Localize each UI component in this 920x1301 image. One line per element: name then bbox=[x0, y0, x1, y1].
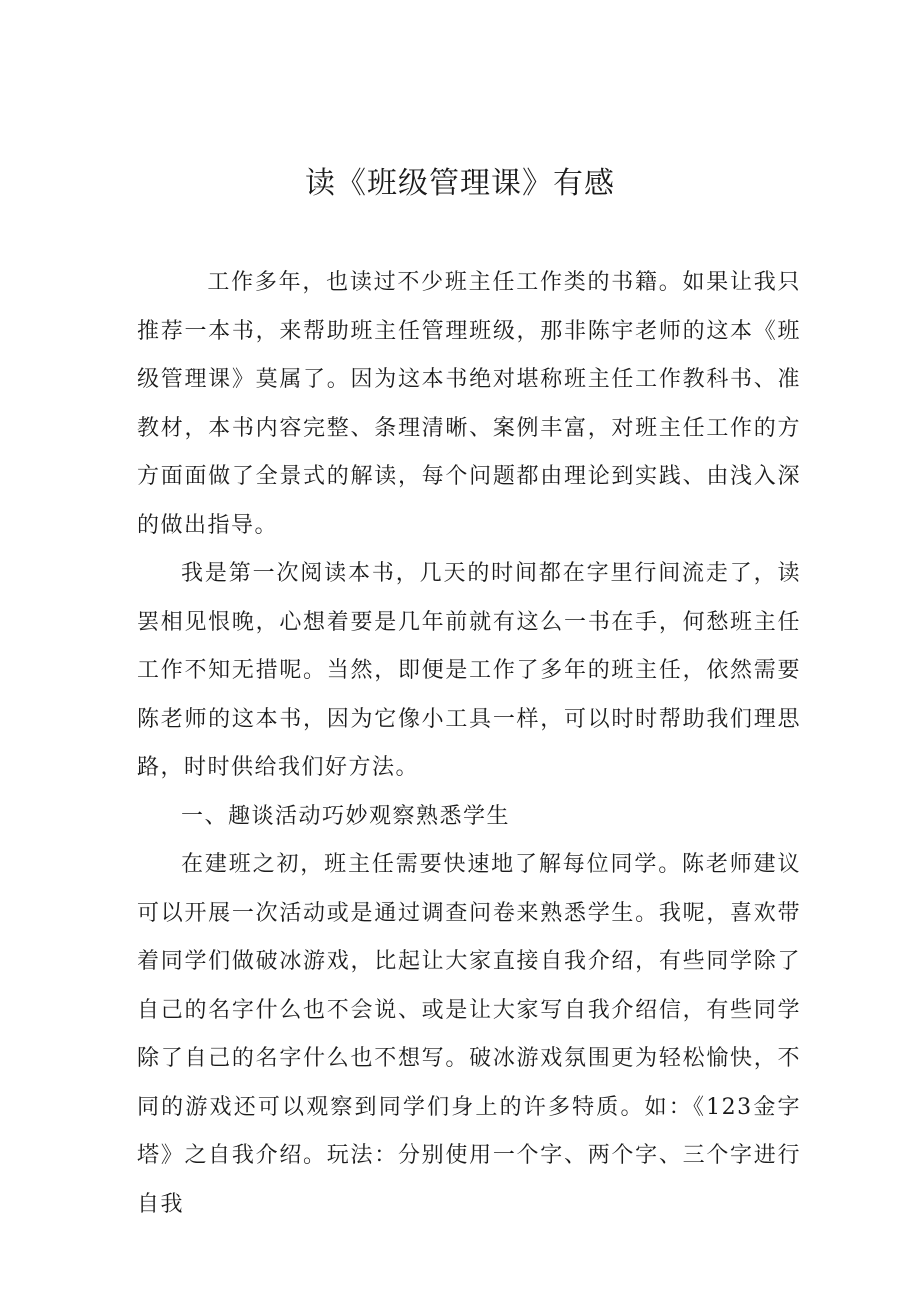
section-heading-1: 一、趣谈活动巧妙观察熟悉学生 bbox=[181, 803, 511, 829]
paragraph-intro: 工作多年，也读过不少班主任工作类的书籍。如果让我只推荐一本书，来帮助班主任管理班级，那非陈宇老师的这本《班级管理课》莫属了。因为这本书绝对堪称班主任工作教科书、准教材，本书内容完整、条理清晰、案例丰富，对班主任工作的方方面面做了全景式的解读，每个问题都由理论到实践、由浅入深的做出指导。 bbox=[137, 270, 801, 538]
paragraph-icebreaker: 在建班之初，班主任需要快速地了解每位同学。陈老师建议可以开展一次活动或是通过调查问卷来熟悉学生。我呢，喜欢带着同学们做破冰游戏，比起让大家直接自我介绍，有些同学除了自己的名字什么也不会说、或是让大家写自我介绍信，有些同学除了自己的名字什么也不想写。破冰游戏氛围更为轻松愉快，不同的游戏还可以观察到同学们身上的许多特质。如：《123金字塔》之自我介绍。玩法：分别使用一个字、两个字、三个字进行自我 bbox=[137, 852, 801, 1217]
paragraph-first-reading: 我是第一次阅读本书，几天的时间都在字里行间流走了，读罢相见恨晚，心想着要是几年前就有这么一书在手，何愁班主任工作不知无措呢。当然，即便是工作了多年的班主任，依然需要陈老师的这本书，因为它像小工具一样，可以时时帮助我们理思路，时时供给我们好方法。 bbox=[137, 561, 801, 780]
document-body bbox=[137, 259, 801, 1229]
document-title: 读《班级管理课》有感 bbox=[305, 166, 615, 201]
